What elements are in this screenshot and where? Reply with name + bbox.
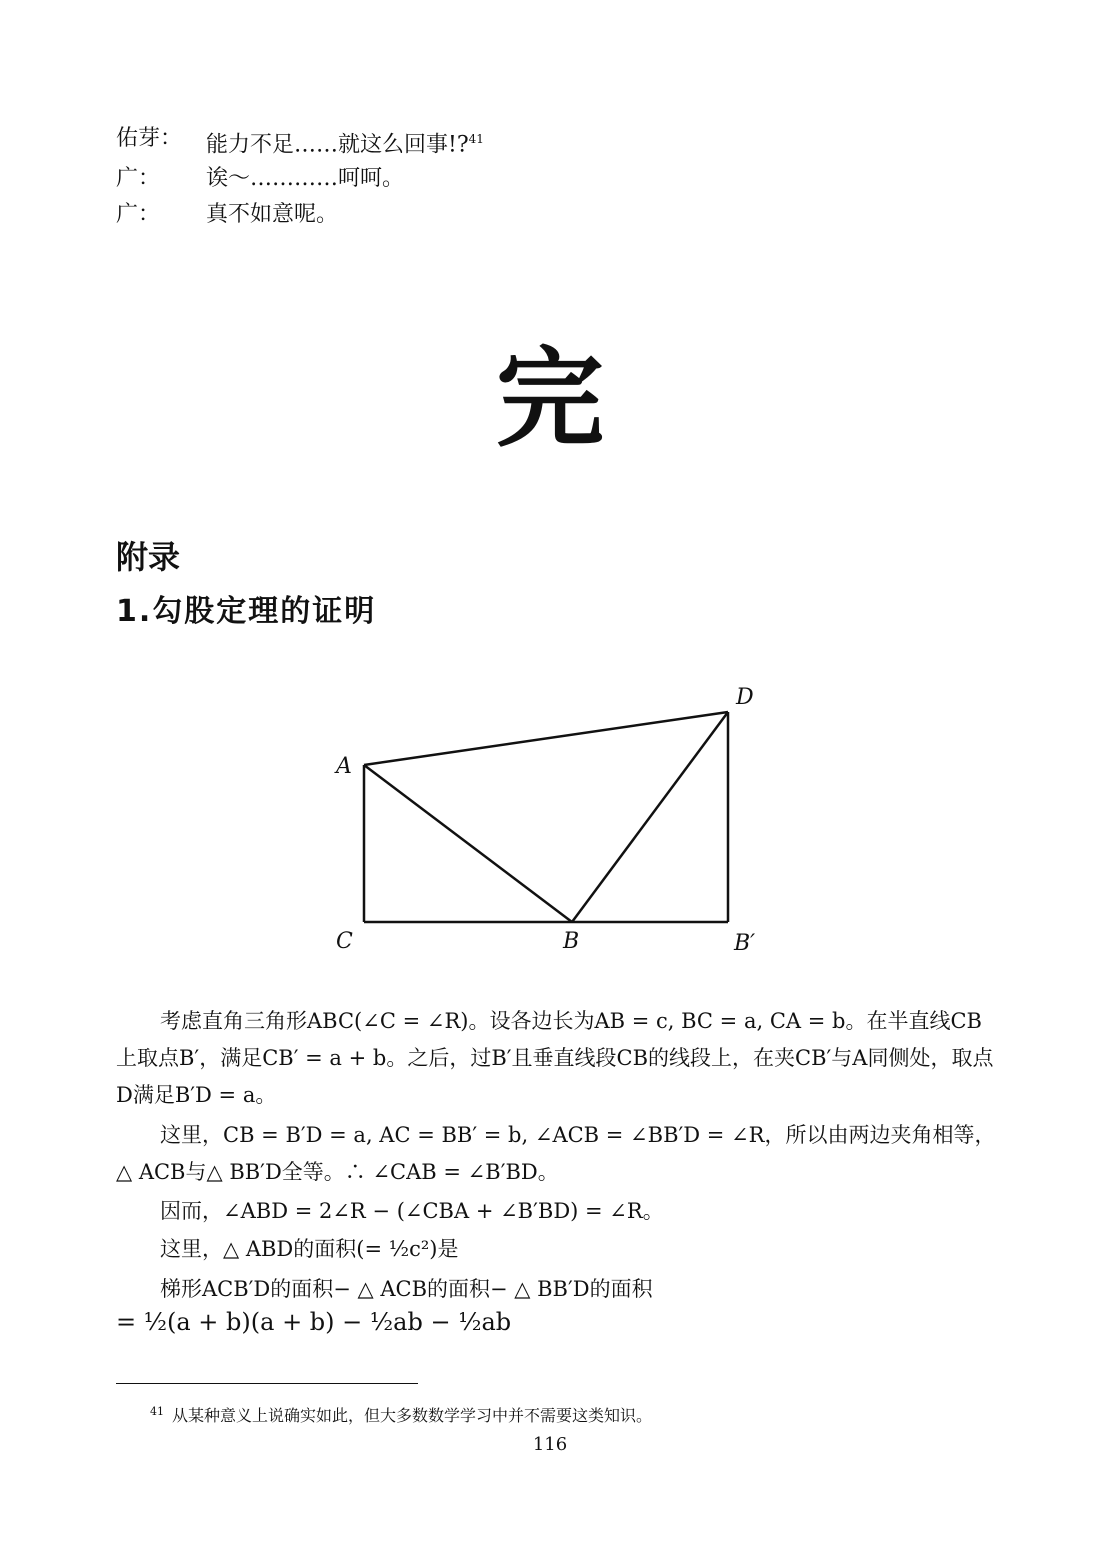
- dialog-line-2: 诶～…………呵呵。: [206, 166, 405, 191]
- proof-paragraph-4: 这里，△ ABD的面积(= ½c²)是: [160, 1237, 459, 1261]
- dialog-speaker-2: 广：: [116, 166, 161, 191]
- dialog-speaker-1: 佑芽：: [116, 126, 183, 151]
- dialog-speaker-3: 广：: [116, 202, 161, 227]
- proof-paragraph-1: 考虑直角三角形ABC(∠C = ∠R)。设各边长为AB = c, BC = a, CA = b。在半直线CB上取点B′，满足CB′ = a + b。之后，过B′且垂直线段CB的线段上，在夹CB′与A同侧处，取点D满足B′D = a。: [116, 1009, 994, 1107]
- footnote: [150, 1403, 652, 1426]
- pythagoras-figure: [320, 670, 780, 970]
- segment-ab: [364, 765, 572, 922]
- label-b-prime: B′: [734, 931, 756, 956]
- label-c: C: [336, 929, 353, 954]
- label-d: D: [736, 685, 754, 710]
- footnote-number: 41: [150, 1404, 164, 1418]
- page-number: 116: [532, 1434, 568, 1455]
- dialog-line-3: 真不如意呢。: [206, 202, 339, 227]
- end-mark: 完: [495, 337, 604, 462]
- segment-ad: [364, 712, 728, 765]
- segment-bd: [572, 712, 728, 922]
- dialog-line-1: [206, 124, 484, 160]
- proof-paragraph-3: 因而，∠ABD = 2∠R − (∠CBA + ∠B′BD) = ∠R。: [160, 1199, 664, 1223]
- section-heading: 1.勾股定理的证明: [116, 594, 377, 629]
- label-b: B: [563, 929, 580, 954]
- label-a: A: [336, 754, 352, 779]
- proof-paragraph-5: 梯形ACB′D的面积− △ ACB的面积− △ BB′D的面积: [160, 1277, 653, 1301]
- dialog-text-1: 能力不足……就这么回事!?: [206, 132, 469, 158]
- footnote-text: 从某种意义上说确实如此，但大多数数学学习中并不需要这类知识。: [172, 1406, 653, 1425]
- footnote-ref[interactable]: 41: [468, 132, 484, 146]
- proof-paragraph-2: 这里，CB = B′D = a, AC = BB′ = b, ∠ACB = ∠BB′D = ∠R，所以由两边夹角相等，△ ACB与△ BB′D全等。∴ ∠CAB = ∠B′BD。: [116, 1123, 996, 1184]
- area-formula: = ½(a + b)(a + b) − ½ab − ½ab: [116, 1308, 512, 1336]
- appendix-heading: 附录: [116, 538, 181, 576]
- footnote-divider: [116, 1383, 418, 1384]
